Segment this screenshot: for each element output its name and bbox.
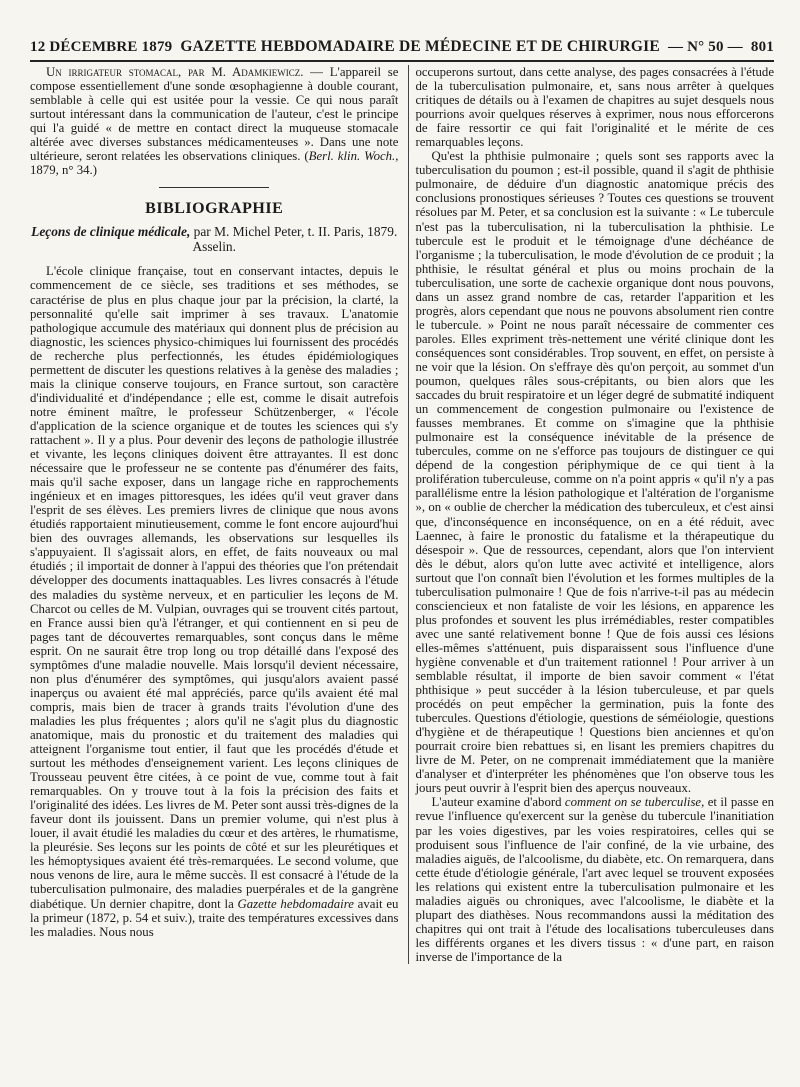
note-author: par M. Adamkiewicz. xyxy=(181,65,304,79)
etiology-rest: , et il passe en revue l'influence qu'exercent sur la genèse du tubercule l'inanitiation par les voies digestives, par les voies respiratoires, celles qui se produisent sous l'influence de l'air confiné, de la vie urbaine, des maladies aiguës, de l'alcoolisme, du diabète, etc. On remarquera, dans cette étude d'étiologie générale, l'art avec lequel se trouvent exposées les relations qui existent entre la tuberculisation pulmonaire et les maladies aiguës ou chroniques, avec l'alcoolisme, le diabète et la plupart des diathèses. Nous recommandons aussi la méditation des chapitres qui ont trait à l'étude des localisations tuberculeuses dans les différents organes et les divers tissus : « d'une part, en raison inverse de l'importance de la xyxy=(415,795,774,964)
continuation-paragraph: occuperons surtout, dans cette analyse, des pages consacrées à l'étude de la tuberculisation pulmonaire, et, sans nous arrêter à quelques critiques de détails ou à l'examen de chapitres au sujet desquels nous pourrions avoir quelques réserves à exprimer, nous nous efforcerons de faire ressortir ce qui fait l'originalité et le mérite de ces remarquables leçons. xyxy=(415,65,774,150)
journal-name: Gazette hebdomadaire xyxy=(237,896,354,911)
page-number: 801 xyxy=(750,39,774,55)
text-columns xyxy=(30,65,774,964)
book-title: Leçons de clinique médicale, xyxy=(31,224,191,240)
running-header xyxy=(30,38,774,62)
section-divider xyxy=(159,187,269,188)
right-column xyxy=(408,65,774,964)
left-column xyxy=(30,65,398,964)
review-text: L'école clinique française, tout en conservant intactes, depuis le commencement de ce siècle, ses traditions et ses méthodes, se caractérise de plus en plus chaque jour par la précision, la clarté, la personnalité qu'elle sait imprimer à ses travaux. L'anatomie pathologique accumule des matériaux qui donnent plus de précision au diagnostic, les sciences physico-chimiques lui fournissent des procédés de recherche plus perfectionnés, les études épidémiologiques permettent de discuter les questions relatives à la genèse des maladies ; mais la clinique conserve toujours, en France surtout, son caractère d'individualité et d'indépendance ; elle est, comme le disait autrefois notre éminent maître, le professeur Schützenberger, « l'école d'application de la science organique et de toutes les sciences qui s'y rattachent ». Il y a plus. Pour devenir des leçons de pathologie illustrée et vivante, les leçons cliniques doivent être attrayantes. Il est donc nécessaire que le professeur ne se contente pas d'énumérer des faits, mais qu'il sache exposer, dans un langage riche en rapprochements ingénieux et en images pittoresques, les idées qu'il veut graver dans l'esprit de ses élèves. Les premiers livres de clinique que nous avons étudiés rapportaient minutieusement, comme le font encore aujourd'hui bien des ouvrages allemands, les observations sur lesquelles ils s'appuyaient. Il s'agissait alors, en effet, de faits nouveaux ou mal étudiés ; il importait de donner à l'appui des théories que l'on prétendait développer des documents inattaquables. Les livres consacrés à l'étude des maladies du système nerveux, et en particulier les leçons de M. Charcot ou celles de M. Vulpian, ouvrages qui se trouvent cités partout, en France aussi bien qu'à l'étranger, et qui contiennent en si peu de pages tant de découvertes remarquables, sont conçus dans le même esprit. On ne saurait être trop long ou trop détaillé dans l'exposé des symptômes d'une maladie nouvelle. Mais lorsqu'il devient nécessaire, non plus d'énumérer des symptômes, qui jusqu'alors avaient passé inaperçus ou avaient été mal appréciés, parce qu'ils avaient été mal compris, mais bien de tracer à grands traits l'évolution d'une des maladies les plus fréquentes ; alors qu'il ne s'agit plus du diagnostic anatomique, mais du pronostic et du traitement des maladies qui atteignent l'organisme tout entier, il faut que les procédés d'étude et surtout les méthodes d'enseignement varient. Les leçons cliniques de Trousseau peuvent être citées, à ce point de vue, comme tout à fait remarquables. On y trouve tout à la fois la précision des faits et l'originalité des idées. Les livres de M. Peter sont aussi très-dignes de la faveur dont ils jouissent. Dans un premier volume, qui n'est plus à louer, il avait étudié les maladies du cœur et des artères, le rhumatisme, la pleurésie. Ses leçons sur les points de côté et sur les pleurétiques et les hémoptysiques avaient été très-remarquées. Le second volume, que nous venons de lire, aura le même succès. Il est consacré à l'étude de la tuberculisation pulmonaire, des maladies puerpérales et de la gangrène diabétique. Un dernier chapitre, dont la xyxy=(30,264,399,911)
etiology-emphasis: comment on se tuberculise xyxy=(564,795,702,810)
book-details: par M. Michel Peter, t. II. Paris, 1879. Asselin. xyxy=(190,224,398,255)
note-body: — L'appareil se compose essentiellement d'une sonde œsophagienne à double courant, semblable à celle qui est usitée pour la vessie. Ce qui nous paraît surtout intéressant dans la communication de l'auteur, c'est le principe qui l'a guidé « de mettre en contact direct la muqueuse stomacale altérée avec diverses substances médicamenteuses ». Dans une note ultérieure, seront relatées les observations cliniques. ( xyxy=(30,65,399,164)
issue-date: 12 DÉCEMBRE 1879 xyxy=(30,39,173,55)
review-paragraph xyxy=(30,264,398,938)
review-text-end: avait eu la primeur (1872, p. 54 et suiv.), traite des températures excessives dans les maladies. Nous nous xyxy=(30,896,399,939)
irrigator-note xyxy=(30,65,398,177)
issue-number: — N° 50 — xyxy=(667,39,743,55)
bibliography-heading: BIBLIOGRAPHIE xyxy=(145,200,284,218)
book-reference xyxy=(30,224,398,254)
etiology-start: L'auteur examine d'abord xyxy=(431,795,565,810)
note-source: Berl. klin. Woch. xyxy=(308,149,396,164)
phthisie-paragraph: Qu'est la phthisie pulmonaire ; quels sont ses rapports avec la tuberculisation du poumon ; est-il possible, quand il s'agit de phthisie pulmonaire, de déduire d'un diagnostic anatomique précis des conclusions pronostiques sérieuses ? Toutes ces questions se trouvent résolues par M. Peter, et sa conclusion est la suivante : « Le tubercule n'est pas la tuberculisation, ni la tuberculisation la phthisie. Le tubercule est le produit et le témoignage d'une déchéance de l'organisme ; la tuberculisation, le mode d'évolution de ce produit ; la phthisie, le résultat général et plus ou moins prochain de la tuberculisation, une sorte de cachexie organique dont nous pouvons, dans un assez grand nombre de cas, retarder l'apparition et les progrès, alors cependant que nous ne pouvons absolument rien contre le tubercule. » Point ne nous paraît nécessaire de commenter ces paroles. Elles expriment très-nettement une vérité clinique dont les conséquences sont considérables. Trop souvent, en effet, on persiste à ne voir que la lésion. On s'effraye dès qu'on perçoit, au sommet d'un poumon, quelques râles sous-crépitants, ou bien alors que les saccades du bruit respiratoire et un léger degré de submatité indiquent un commencement de congestion pulmonaire ou l'existence de fausses membranes. Et comme on s'imagine que la phthisie pulmonaire est la conséquence inévitable de la présence de tubercules, comme on ne s'efforce pas toujours de distinguer ce qui dépend de la congestion périphymique de ce qui tient à la prolifération tuberculeuse, comme on n'a point appris « qu'il n'y a pas parallélisme entre la lésion pathologique et l'altération de l'organisme », on « oublie de chercher la médication des tuberculeux, et c'est ainsi que, d'inconséquence en inconséquence, on en a été réduit, avec Laennec, à faire le pronostic du fatalisme et la thérapeutique du désespoir ». Que de ressources, cependant, alors que l'on intervient dès le début, alors qu'on lutte avec activité et intelligence, alors surtout que l'on connaît bien l'évolution et les formes multiples de la tuberculisation pulmonaire ! Que de fois n'arrive-t-il pas au médecin consciencieux et non fataliste de voir les lésions, en apparence les plus profondes et souvent les plus irrémédiables, rester compatibles avec une santé relativement bonne ! Que de fois aussi ces lésions elles-mêmes s'atténuent, puis disparaissent sous l'influence d'une hygiène convenable et d'un traitement rationnel ! Pour arriver à un semblable résultat, il importe de bien savoir comment « l'état phthisique » peut succéder à la lésion tuberculeuse, et par quels procédés on peut empêcher la germination, puis la fonte des tubercules. Questions d'étiologie, questions de séméiologie, questions d'hygiène et de thérapeutique ! Questions bien anciennes et qu'on pourrait croire bien rebattues si, en lisant les premiers chapitres du livre de M. Peter, on ne comprenait immédiatement que la manière d'analyser et d'interpréter les phénomènes que l'on observe tous les jours peut ouvrir à l'esprit bien des aperçus nouveaux. xyxy=(415,149,774,796)
etiology-paragraph xyxy=(415,795,774,964)
note-title: Un irrigateur stomacal, xyxy=(46,65,182,79)
journal-title: GAZETTE HEBDOMADAIRE DE MÉDECINE ET DE CHIRURGIE xyxy=(180,38,660,55)
note-source-end: , 1879, n° 34.) xyxy=(30,149,399,178)
